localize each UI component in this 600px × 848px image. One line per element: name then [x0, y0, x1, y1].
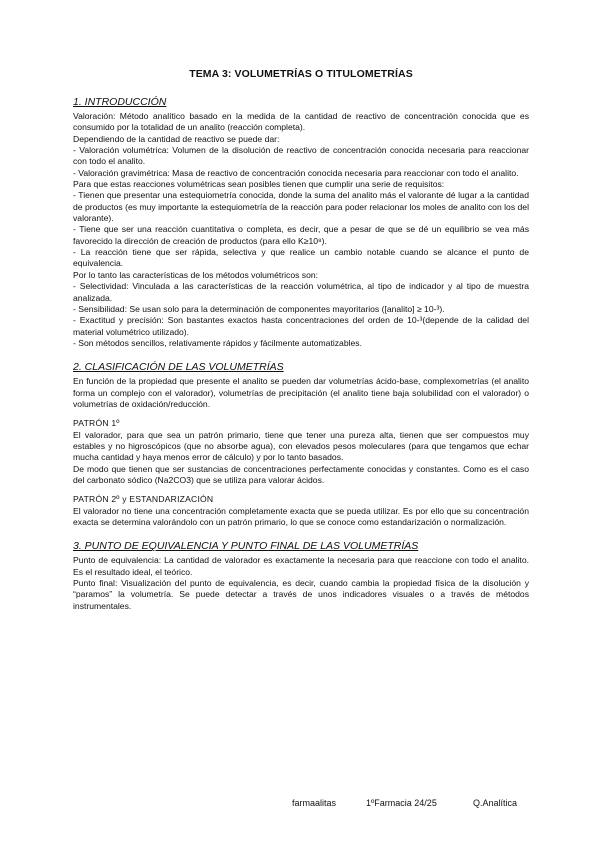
- section-heading: 3. PUNTO DE EQUIVALENCIA Y PUNTO FINAL DE LAS VOLUMETRÍAS: [73, 540, 419, 553]
- paragraph: - Son métodos sencillos, relativamente rápidos y fácilmente automatizables.: [73, 337, 362, 348]
- paragraph: - Tienen que presentar una estequiometría conocida, donde la suma del analito más el valorante dé lugar a la cantidad de productos (es muy importante la estequiometría de la reacción para poder relacionar los moles de analito con los del valorante).: [73, 190, 529, 224]
- footer-course: 1ºFarmacia 24/25: [366, 798, 437, 808]
- paragraph: De modo que tienen que ser sustancias de concentraciones perfectamente conocidas y constantes. Como es el caso del carbonato sódico (Na2CO3) que se utiliza para valorar ácidos.: [73, 463, 529, 485]
- document-title: TEMA 3: VOLUMETRÍAS O TITULOMETRÍAS: [189, 68, 413, 80]
- paragraph: El valorador, para que sea un patrón primario, tiene que tener una pureza alta, tienen que ser compuestos muy estables y no higroscópicos (que no absorbe agua), con elevados pesos moleculares (para que tengamos que echar mucha cantidad y haya menos error de cálculo) y por lo tanto basados.: [73, 429, 529, 463]
- paragraph: El valorador no tiene una concentración completamente exacta que se pueda utilizar. Es por ello que su concentración exacta se determina valorándolo con un patrón primario, lo que se conoce como estandarización o normalización.: [73, 505, 529, 527]
- section-punto-equivalencia: [73, 540, 529, 612]
- subheading-patron-primario: PATRÓN 1º: [73, 418, 120, 429]
- paragraph: Punto final: Visualización del punto de equivalencia, es decir, cuando cambia la propiedad física de la disolución y “paramos” la volumetría. Se puede detectar a través de unos indicadores visuales o a través de métodos instrumentales.: [73, 578, 529, 611]
- paragraph: Valoración: Método analítico basado en la medida de la cantidad de reactivo de concentración conocida que es consumido por la totalidad de un analito (reacción completa).: [73, 111, 529, 133]
- page-footer: [0, 798, 600, 812]
- section-clasificacion: [73, 361, 529, 528]
- paragraph: Por lo tanto las características de los métodos volumétricos son:: [73, 269, 319, 280]
- paragraph: Para que estas reacciones volumétricas sean posibles tienen que cumplir una serie de requisitos:: [73, 179, 445, 190]
- paragraph: - Sensibilidad: Se usan solo para la determinación de componentes mayoritarios ([analito] ≥ 10-³).: [73, 303, 445, 314]
- section-introduccion: [73, 96, 529, 349]
- paragraph: - Valoración volumétrica: Volumen de la disolución de reactivo de concentración conocida necesaria para reaccionar con todo el analito.: [73, 145, 529, 167]
- footer-subject: Q.Analítica: [473, 798, 518, 808]
- paragraph: Dependiendo de la cantidad de reactivo se puede dar:: [73, 133, 280, 144]
- section-heading: 1. INTRODUCCIÓN: [73, 96, 167, 108]
- paragraph: - Valoración gravimétrica: Masa de reactivo de concentración conocida necesaria para reaccionar con todo el analito.: [73, 167, 519, 178]
- paragraph: - Selectividad: Vinculada a las características de la reacción volumétrica, al tipo de indicador y al tipo de muestra analizada.: [73, 281, 529, 303]
- paragraph: - La reacción tiene que ser rápida, selectiva y que realice un cambio notable cuando se alcance el punto de equivalencia.: [73, 247, 529, 269]
- paragraph: - Exactitud y precisión: Son bastantes exactos hasta concentraciones del orden de 10-³(depende de la calidad del material volumétrico utilizado).: [73, 315, 529, 337]
- document-page: [73, 68, 529, 624]
- paragraph: En función de la propiedad que presente el analito se pueden dar volumetrías ácido-base, complexometrías (el analito forma un complejo con el valorador), volumetrías de precipitación (el analito tiene baja solubilidad con el valorador) o volumetrías de oxidación/reducción.: [73, 376, 529, 409]
- subheading-patron-secundario: PATRÓN 2º y ESTANDARIZACIÓN: [73, 494, 214, 505]
- section-heading: 2. CLASIFICACIÓN DE LAS VOLUMETRÍAS: [73, 361, 284, 374]
- paragraph: - Tiene que ser una reacción cuantitativa o completa, es decir, que a pesar de que se dé un equilibrio se vea más favorecido la dirección de creación de productos (para ello K≥10⁸).: [73, 224, 529, 246]
- footer-author: farmaalitas: [292, 798, 337, 808]
- paragraph: Punto de equivalencia: La cantidad de valorador es exactamente la necesaria para que reaccione con todo el analito. Es el resultado ideal, el teórico.: [73, 555, 529, 577]
